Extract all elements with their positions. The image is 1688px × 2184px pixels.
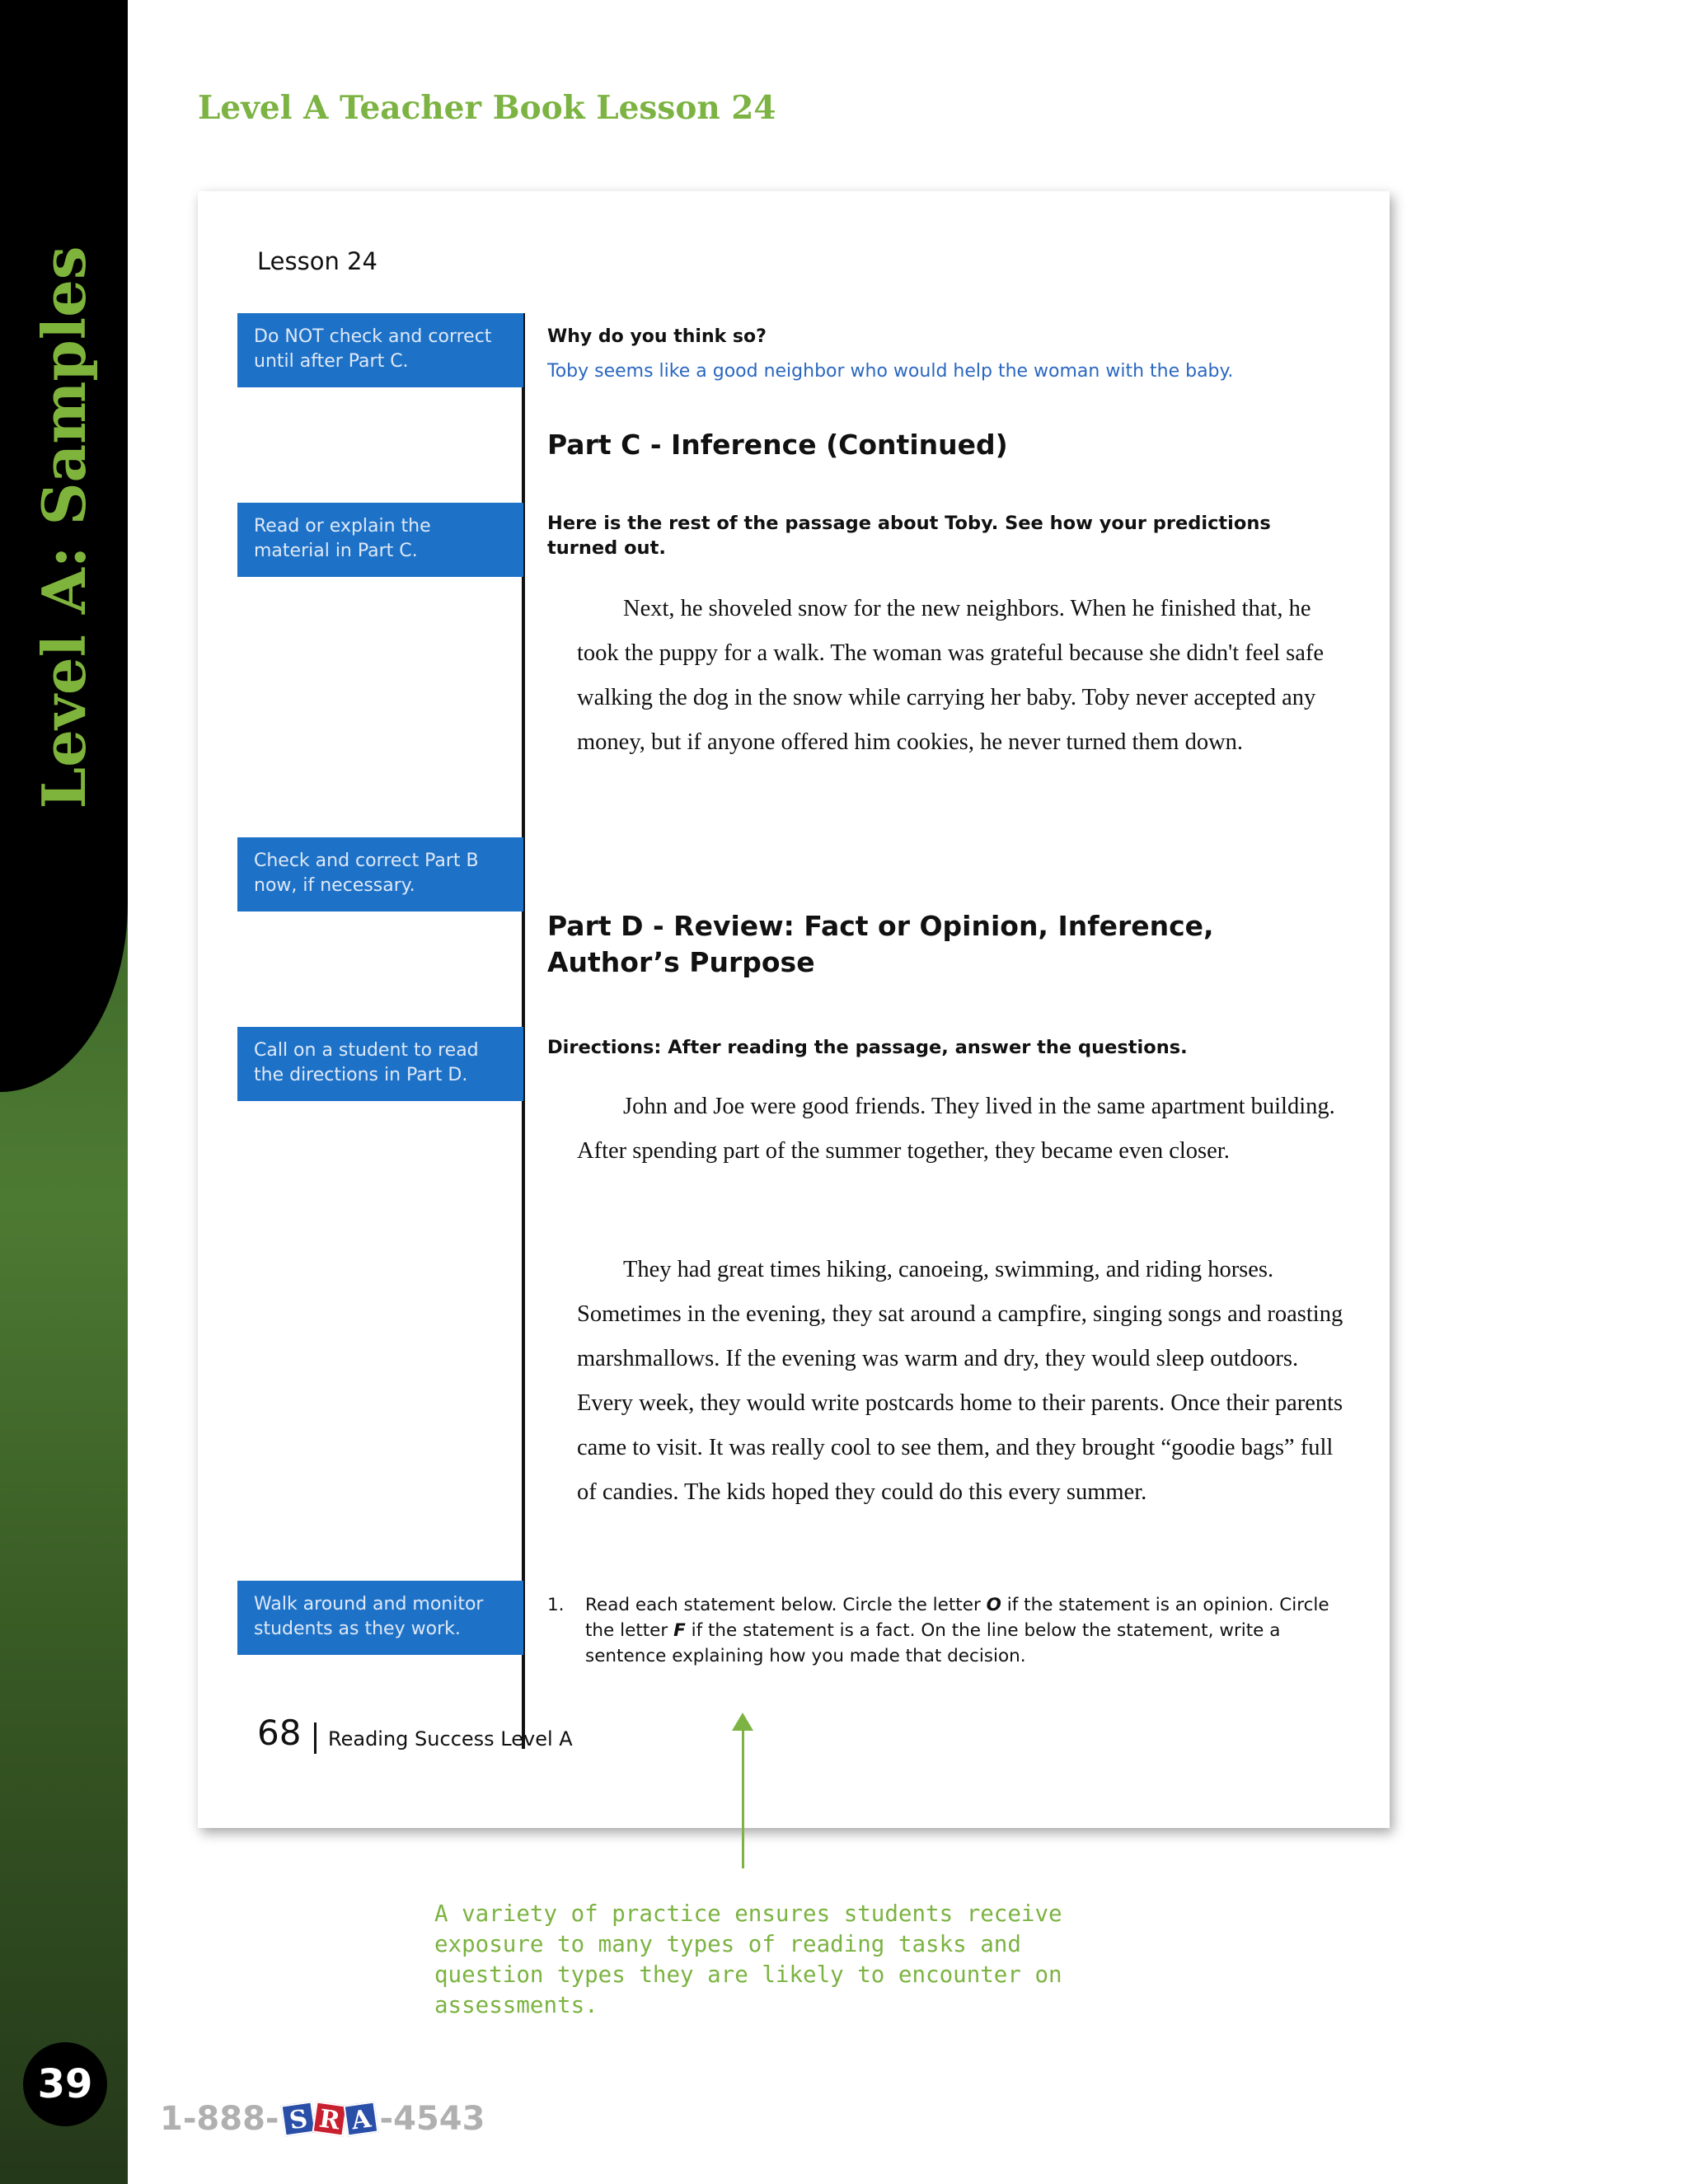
part-d-passage-paragraph: They had great times hiking, canoeing, swimming, and riding horses. Sometimes in the evening, they sat around a campfire, singing songs and roasting marshmallows. If the evening was warm and dry, they would sleep outdoors. Every week, they would write postcards home to their parents. Once their parents came to visit. It was really cool to see them, and they brought “goodie bags” full of candies. The kids hoped they could do this every summer. <box>577 1257 1343 1505</box>
callout-caption: A variety of practice ensures students receive exposure to many types of reading tasks and question types they are likely to encounter on assessments. <box>434 1900 1062 2018</box>
page-title: Level A Teacher Book Lesson 24 <box>198 89 776 127</box>
lesson-title: Lesson 24 <box>257 247 377 275</box>
teacher-note: Call on a student to read the directions in Part D. <box>237 1027 523 1101</box>
sra-logo: S R A <box>283 2103 377 2135</box>
page-number-badge: 39 <box>23 2042 107 2126</box>
section-title-vertical: Level A: Samples <box>29 246 99 809</box>
teacher-note: Check and correct Part B now, if necessary. <box>237 837 523 912</box>
book-page-sample <box>198 191 1390 1828</box>
callout-arrow-shaft <box>742 1727 744 1868</box>
part-d-passage-paragraph: John and Joe were good friends. They lived in the same apartment building. After spending part of the summer together, they became even closer. <box>577 1094 1335 1164</box>
part-d-heading: Part D - Review: Fact or Opinion, Inference, Author’s Purpose <box>547 910 1214 978</box>
part-d-directions: Directions: After reading the passage, answer the questions. <box>547 1037 1188 1058</box>
question-prompt: Why do you think so? <box>547 326 767 347</box>
question-number: 1. <box>547 1595 565 1615</box>
question-text: Read each statement below. Circle the letter O if the statement is an opinion. Circle the letter F if the statement is a fact. On the line below the statement, write a sentence explaining how you made that decision. <box>585 1595 1329 1666</box>
part-c-instructions: Here is the rest of the passage about Toby. See how your predictions turned out. <box>547 513 1271 559</box>
teacher-note: Do NOT check and correct until after Part C. <box>237 313 523 387</box>
teacher-note: Walk around and monitor students as they work. <box>237 1581 523 1655</box>
part-c-heading: Part C - Inference (Continued) <box>547 429 1008 461</box>
callout-arrow-icon <box>732 1713 753 1731</box>
sample-answer: Toby seems like a good neighbor who would help the woman with the baby. <box>547 361 1234 382</box>
part-c-passage: Next, he shoveled snow for the new neighbors. When he finished that, he took the puppy for a walk. The woman was grateful because she didn't feel safe walking the dog in the snow while carrying her baby. Toby never accepted any money, but if anyone offered him cookies, he never turned them down. <box>577 596 1325 755</box>
book-page-number: 68 <box>257 1713 302 1753</box>
phone-number: 1-888- S R A -4543 <box>160 2100 485 2138</box>
footer-divider <box>314 1722 316 1754</box>
teacher-note: Read or explain the material in Part C. <box>237 503 523 577</box>
book-title-footer: Reading Success Level A <box>328 1727 573 1750</box>
